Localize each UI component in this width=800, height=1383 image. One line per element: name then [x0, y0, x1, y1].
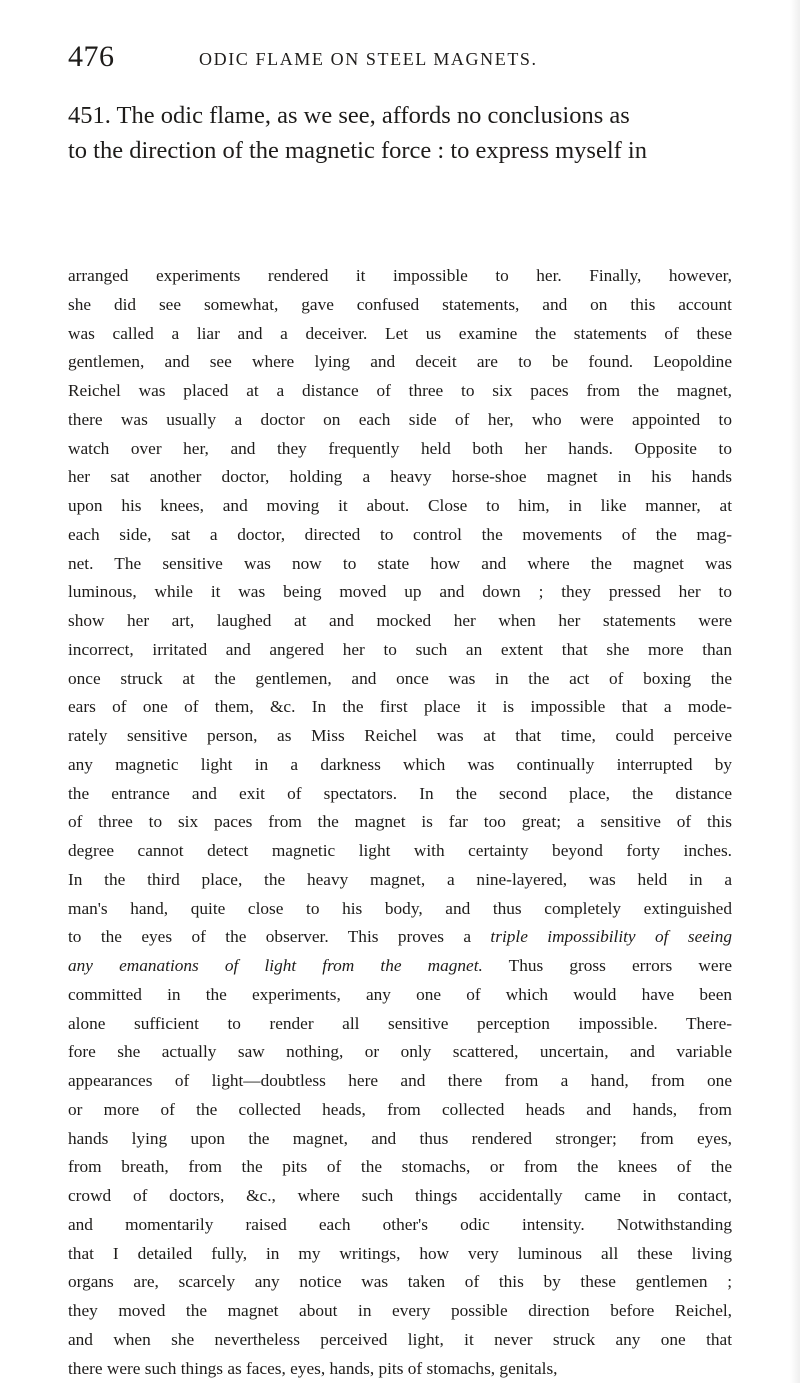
section-opening	[68, 98, 732, 168]
body-line: there were such things as faces, eyes, hands, pits of stomachs, genitals,	[68, 1358, 558, 1378]
body-line: degree cannot detect magnetic light with certainty beyond forty inches.	[68, 841, 732, 860]
body-line: incorrect, irritated and angered her to such an extent that she more than	[68, 639, 732, 659]
italic-emphasis: triple impossibility of seeing	[490, 927, 732, 947]
body-line: there was usually a doctor on each side of her, who were appointed to	[68, 409, 732, 429]
body-line: ears of one of them, &c. In the first place it is impossible that a mode-	[68, 697, 732, 717]
body-line: net. The sensitive was now to state how and where the magnet was	[68, 553, 732, 573]
body-line: she did see somewhat, gave confused statements, and on this account	[68, 294, 732, 314]
page-edge-shading	[790, 0, 800, 1383]
running-title: ODIC FLAME ON STEEL MAGNETS.	[199, 49, 538, 69]
body-line: or more of the collected heads, from collected heads and hands, from	[68, 1099, 732, 1119]
body-line: In the third place, the heavy magnet, a nine-layered, was held in a	[68, 869, 732, 889]
body-line: from breath, from the pits of the stomachs, or from the knees of the	[68, 1157, 732, 1177]
body-line: they moved the magnet about in every possible direction before Reichel,	[68, 1301, 732, 1320]
body-text	[68, 262, 732, 1383]
body-line: and momentarily raised each other's odic intensity. Notwithstanding	[68, 1214, 732, 1234]
body-line: of three to six paces from the magnet is far too great; a sensitive of this	[68, 812, 732, 832]
body-line: the entrance and exit of spectators. In the second place, the distance	[68, 783, 732, 803]
body-line: to the eyes of the observer. This proves a triple impossibility of seeing	[68, 927, 732, 947]
body-line: and when she nevertheless perceived light, it never struck any one that	[68, 1329, 732, 1349]
body-line: gentlemen, and see where lying and deceit are to be found. Leopoldine	[68, 352, 732, 372]
body-line: once struck at the gentlemen, and once was in the act of boxing the	[68, 668, 732, 688]
body-line: rately sensitive person, as Miss Reichel was at that time, could perceive	[68, 726, 732, 745]
body-line: any magnetic light in a darkness which was continually interrupted by	[68, 754, 732, 774]
opening-line: to the direction of the magnetic force : to express myself in	[68, 137, 647, 164]
body-line: her sat another doctor, holding a heavy horse-shoe magnet in his hands	[68, 467, 732, 487]
body-line: arranged experiments rendered it impossible to her. Finally, however,	[68, 266, 732, 285]
opening-line: 451. The odic flame, as we see, affords no conclusions as	[68, 102, 630, 129]
body-line: was called a liar and a deceiver. Let us examine the statements of these	[68, 323, 732, 343]
body-line: man's hand, quite close to his body, and thus completely extinguished	[68, 898, 732, 918]
body-line: watch over her, and they frequently held both her hands. Opposite to	[68, 438, 732, 458]
body-line: crowd of doctors, &c., where such things accidentally came in contact,	[68, 1186, 732, 1205]
body-line: appearances of light—doubtless here and there from a hand, from one	[68, 1071, 732, 1090]
body-line: luminous, while it was being moved up and down ; they pressed her to	[68, 582, 732, 602]
body-line: committed in the experiments, any one of which would have been	[68, 984, 732, 1004]
body-line: alone sufficient to render all sensitive perception impossible. There-	[68, 1013, 732, 1033]
italic-emphasis: any emanations of light from the magnet.	[68, 956, 483, 975]
body-line: show her art, laughed at and mocked her when her statements were	[68, 611, 732, 630]
page-header	[68, 40, 758, 80]
body-line: organs are, scarcely any notice was taken of this by these gentlemen ;	[68, 1272, 732, 1292]
body-line: each side, sat a doctor, directed to control the movements of the mag-	[68, 524, 732, 544]
page-number: 476	[68, 40, 115, 73]
body-line: Reichel was placed at a distance of three to six paces from the magnet,	[68, 381, 732, 400]
body-line: any emanations of light from the magnet. Thus gross errors were	[68, 956, 732, 975]
body-line: hands lying upon the magnet, and thus rendered stronger; from eyes,	[68, 1128, 732, 1148]
body-line: upon his knees, and moving it about. Close to him, in like manner, at	[68, 496, 732, 515]
body-line: that I detailed fully, in my writings, how very luminous all these living	[68, 1243, 732, 1263]
body-line: fore she actually saw nothing, or only scattered, uncertain, and variable	[68, 1042, 732, 1062]
